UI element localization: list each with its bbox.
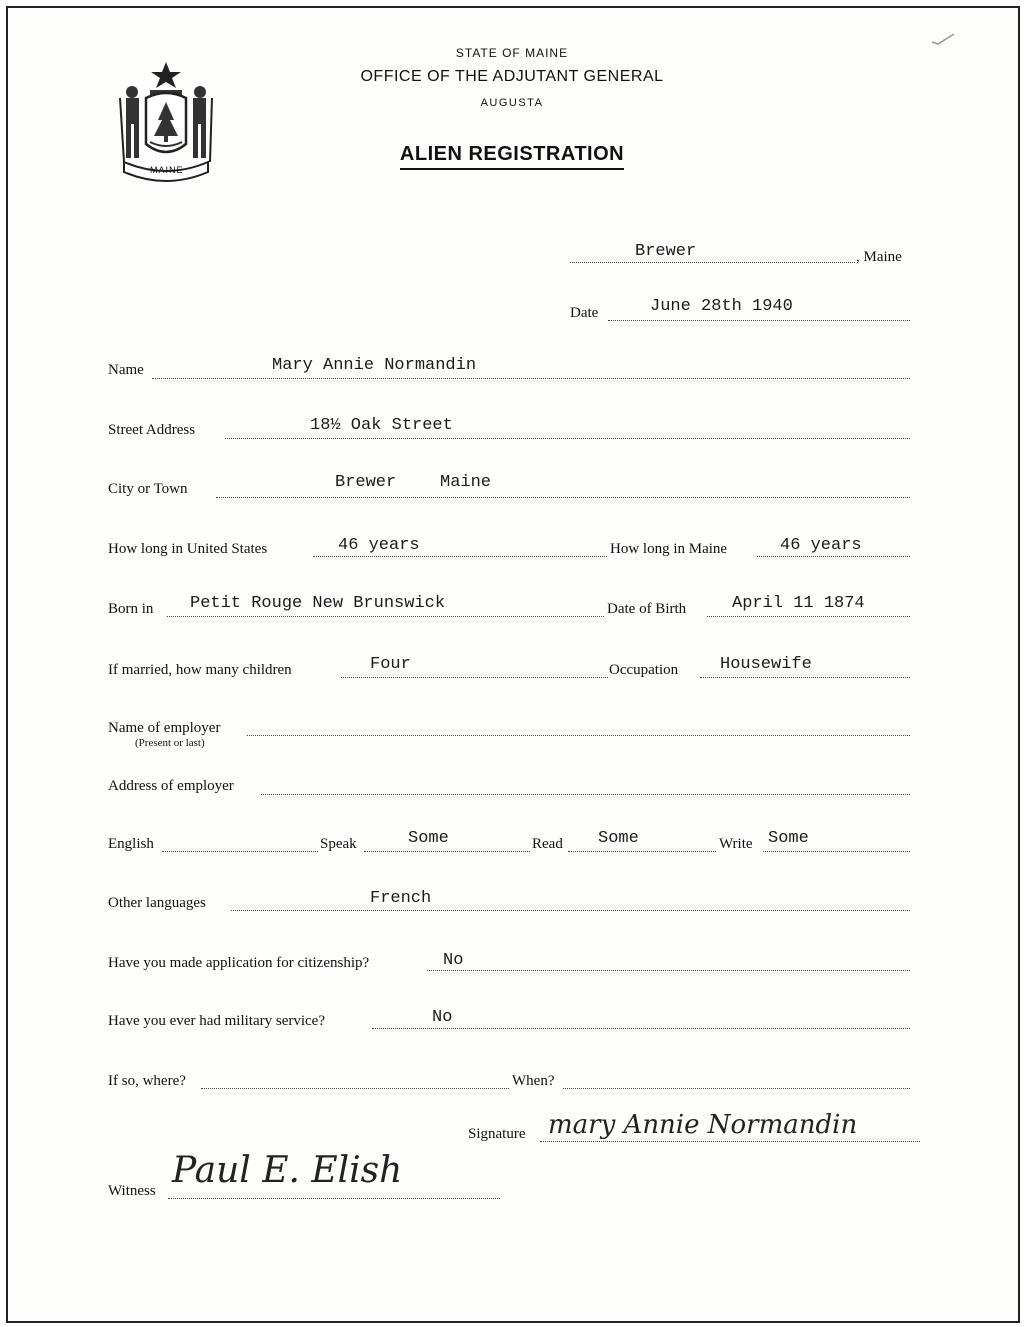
employer-name-label: Name of employer [108, 720, 221, 736]
how-long-us-value: 46 years [338, 536, 420, 555]
street-label: Street Address [108, 422, 196, 438]
write-value: Some [768, 829, 809, 848]
date-label: Date [570, 305, 599, 321]
employer-address-line [261, 794, 910, 795]
born-in-line [167, 616, 604, 617]
maine-label: , Maine [856, 249, 902, 265]
name-label: Name [108, 362, 144, 378]
date-line [608, 320, 910, 321]
city-label: City or Town [108, 481, 188, 497]
town-value: Brewer [635, 242, 697, 261]
witness-label: Witness [108, 1183, 156, 1199]
dob-label: Date of Birth [607, 601, 687, 617]
dob-line [707, 616, 910, 617]
how-long-us-line [313, 556, 607, 557]
street-value: 18½ Oak Street [310, 416, 453, 435]
children-value: Four [370, 655, 411, 674]
other-languages-value: French [370, 889, 432, 908]
born-in-label: Born in [108, 601, 154, 617]
employer-name-line [247, 735, 910, 736]
how-long-maine-value: 46 years [780, 536, 862, 555]
read-value: Some [598, 829, 639, 848]
speak-label: Speak [320, 836, 357, 852]
citizenship-label: Have you made application for citizenship? [108, 955, 370, 971]
state-heading: STATE OF MAINE [455, 46, 569, 60]
employer-name-note: (Present or last) [135, 737, 205, 749]
date-value: June 28th 1940 [650, 297, 793, 316]
english-label: English [108, 836, 154, 852]
how-long-us-label: How long in United States [108, 541, 268, 557]
military-value: No [432, 1008, 453, 1027]
speak-line [364, 851, 530, 852]
read-line [568, 851, 716, 852]
how-long-maine-line [757, 556, 910, 557]
write-line [763, 851, 910, 852]
city-value: Brewer [335, 473, 397, 492]
state-value: Maine [440, 473, 492, 492]
occupation-label: Occupation [609, 662, 679, 678]
how-long-maine-label: How long in Maine [610, 541, 728, 557]
witness-line [168, 1198, 500, 1199]
office-heading: OFFICE OF THE ADJUTANT GENERAL [360, 68, 664, 85]
where-label: If so, where? [108, 1073, 186, 1089]
read-label: Read [532, 836, 563, 852]
when-label: When? [512, 1073, 555, 1089]
write-label: Write [719, 836, 753, 852]
street-line [225, 438, 910, 439]
citizenship-line [427, 970, 910, 971]
occupation-value: Housewife [720, 655, 812, 674]
seal-banner-text: MAINE [150, 165, 184, 175]
military-line [372, 1028, 910, 1029]
english-line [162, 851, 318, 852]
children-label: If married, how many children [108, 662, 292, 678]
city-heading: AUGUSTA [480, 97, 544, 109]
name-line [152, 378, 910, 379]
employer-address-label: Address of employer [108, 778, 234, 794]
citizenship-value: No [443, 951, 464, 970]
city-line [216, 497, 910, 498]
occupation-line [700, 677, 910, 678]
speak-value: Some [408, 829, 449, 848]
military-label: Have you ever had military service? [108, 1013, 325, 1029]
other-languages-label: Other languages [108, 895, 206, 911]
children-line [341, 677, 608, 678]
town-line [570, 262, 855, 263]
dob-value: April 11 1874 [732, 594, 865, 613]
other-languages-line [231, 910, 910, 911]
form-title: ALIEN REGISTRATION [0, 143, 1024, 166]
signature-line [540, 1141, 920, 1142]
check-mark-icon [930, 32, 956, 46]
where-line [201, 1088, 509, 1089]
signature-handwriting: mary Annie Normandin [548, 1110, 858, 1140]
signature-label: Signature [468, 1126, 526, 1142]
when-line [563, 1088, 910, 1089]
witness-handwriting: Paul E. Elish [172, 1150, 403, 1191]
born-in-value: Petit Rouge New Brunswick [190, 594, 446, 613]
name-value: Mary Annie Normandin [272, 356, 477, 375]
